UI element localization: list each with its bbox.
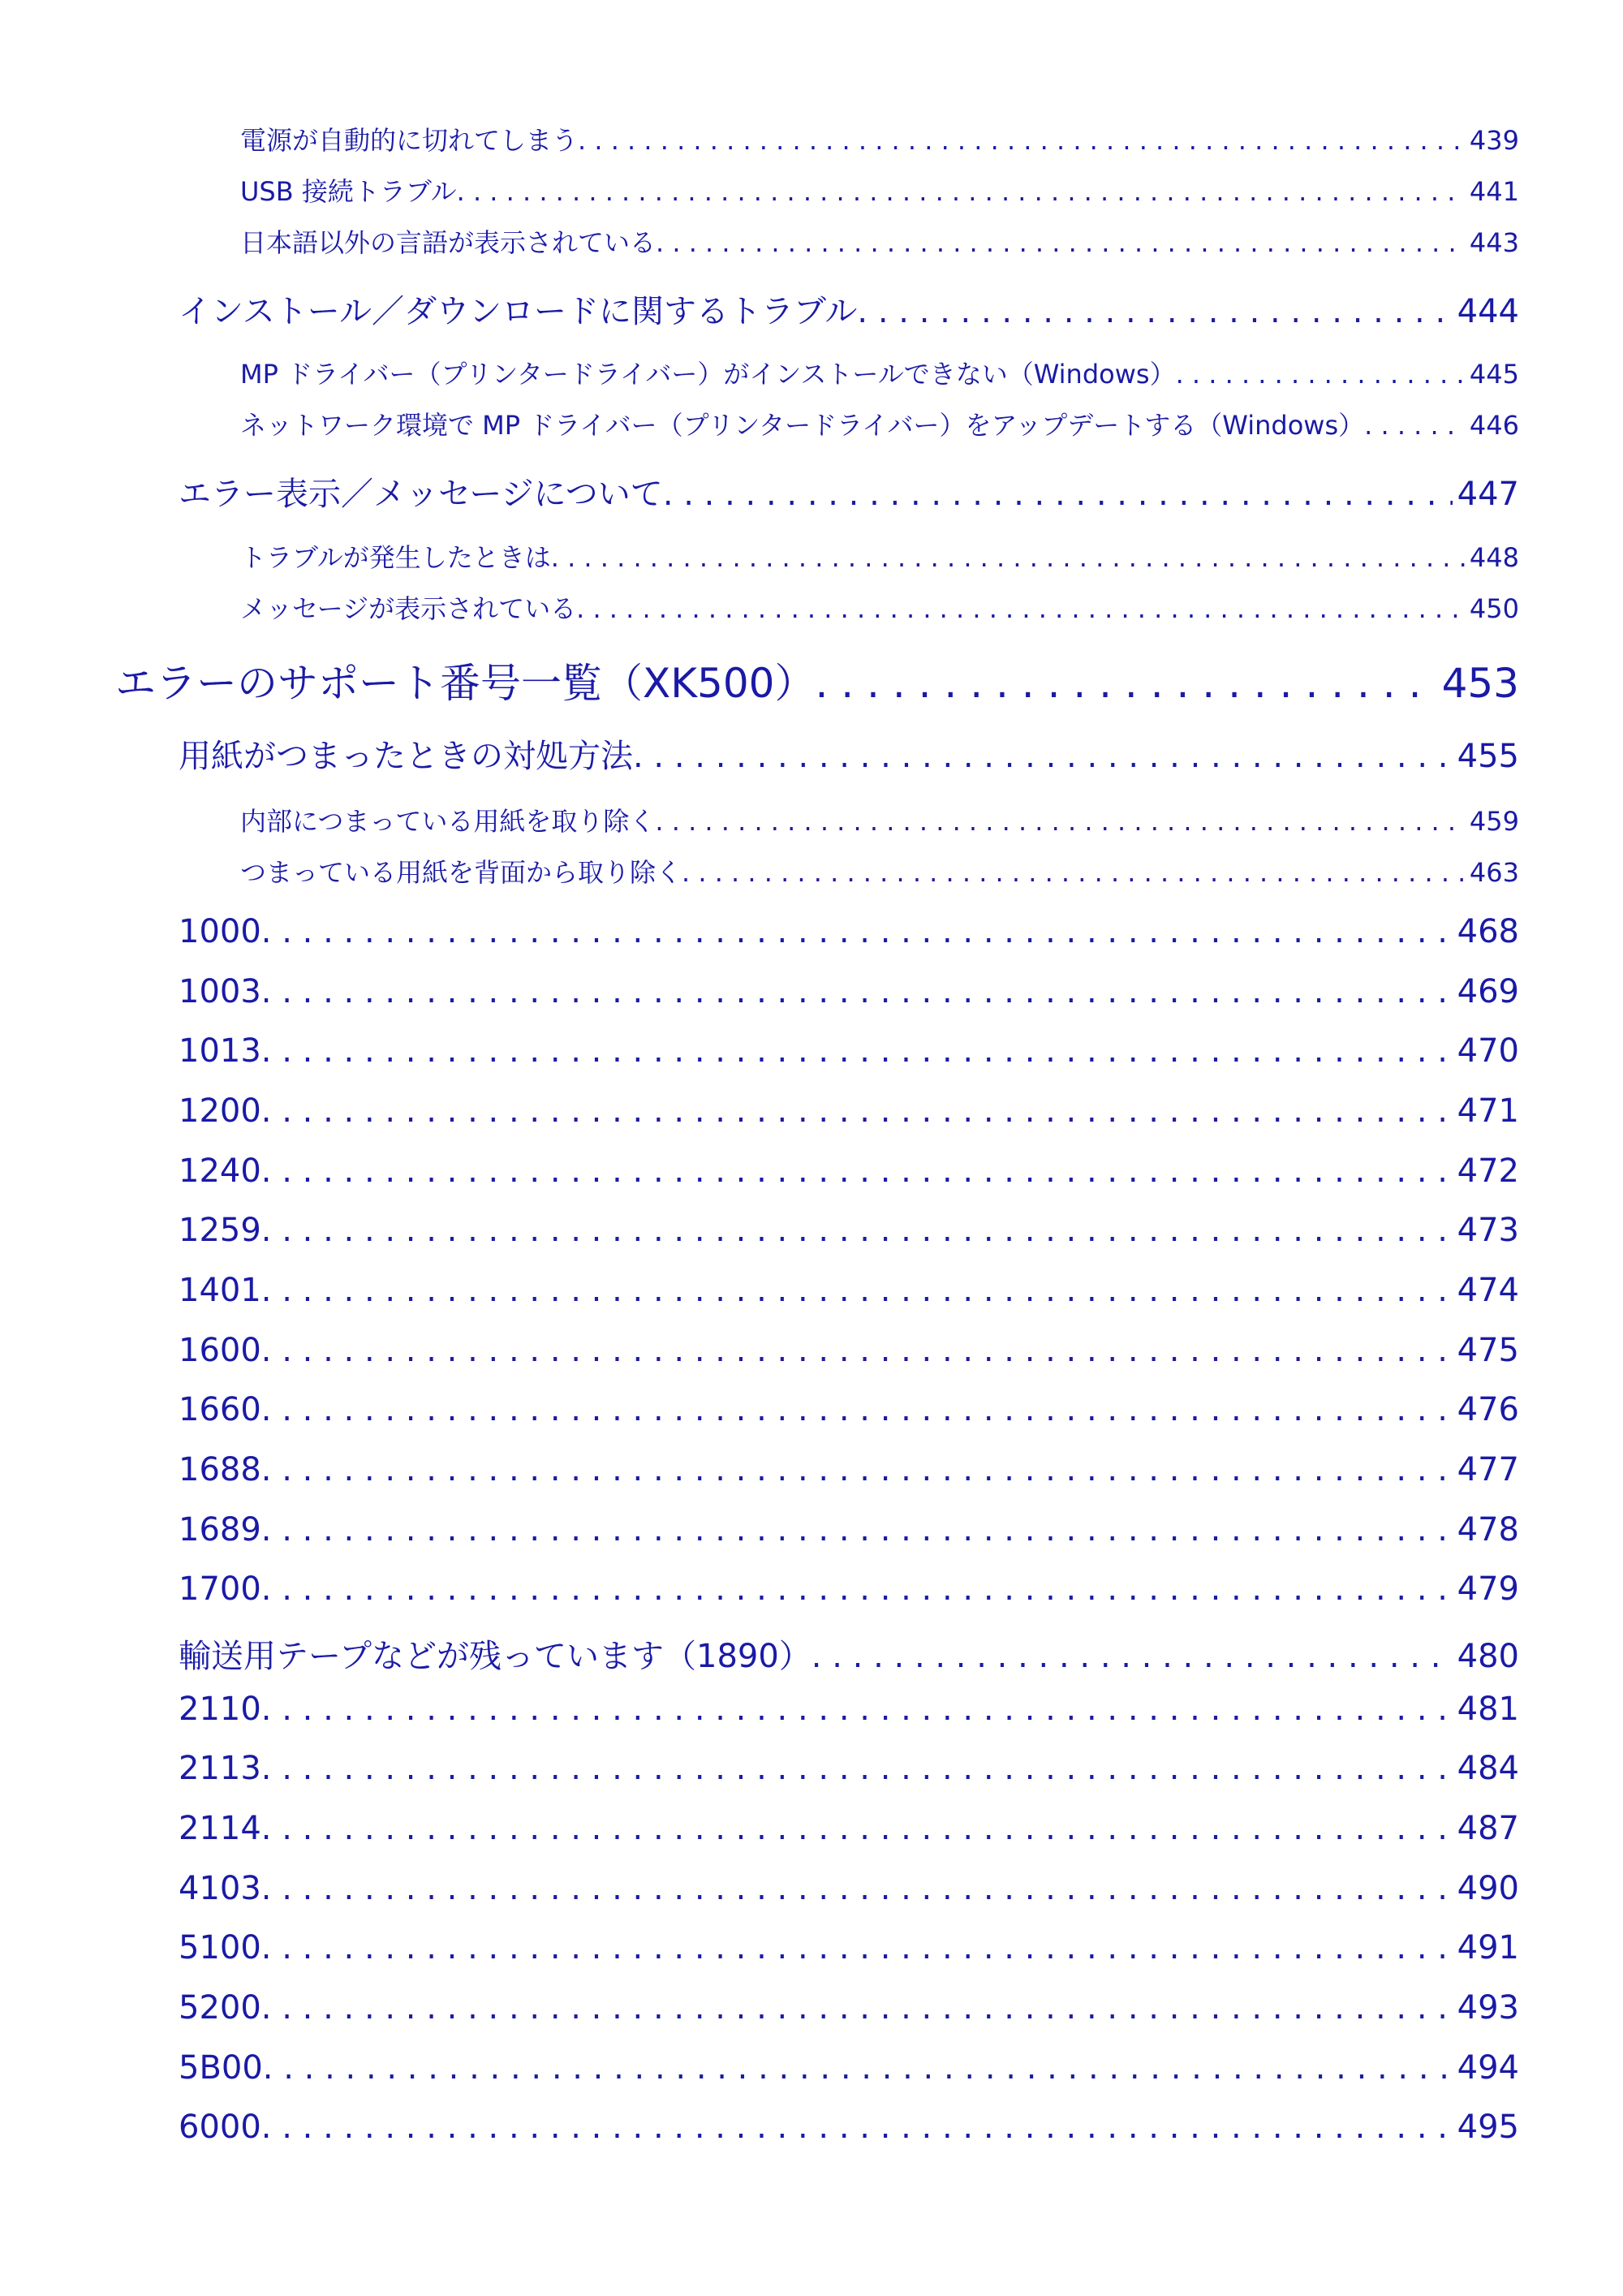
toc-section-entry[interactable]: [179, 1092, 1519, 1133]
dot-leader: [261, 2109, 1453, 2146]
dot-leader: [1176, 359, 1465, 390]
toc-entry[interactable]: [240, 171, 1519, 207]
dot-leader: [551, 542, 1465, 573]
toc-section-entry[interactable]: [179, 1391, 1519, 1432]
toc-entry-page: 479: [1457, 1570, 1519, 1608]
toc-section-entry[interactable]: [179, 1570, 1519, 1611]
toc-section-entry[interactable]: [179, 468, 1519, 513]
toc-entry-label: 2110: [179, 1691, 261, 1728]
toc-entry-page: 441: [1469, 176, 1519, 207]
dot-leader: [261, 1570, 1453, 1608]
toc-section-entry[interactable]: [179, 1870, 1519, 1910]
toc-entry-page: 455: [1457, 738, 1519, 775]
toc-entry-label: 電源が自動的に切れてしまう: [240, 125, 579, 156]
toc-entry[interactable]: [240, 222, 1519, 258]
toc-entry-page: 468: [1457, 913, 1519, 950]
toc-entry[interactable]: [240, 588, 1519, 624]
dot-leader: [261, 1391, 1453, 1428]
toc-section-entry[interactable]: [179, 1691, 1519, 1731]
dot-leader: [261, 1092, 1453, 1130]
dot-leader: [261, 1929, 1453, 1966]
dot-leader: [633, 738, 1453, 775]
toc-entry-label: ネットワーク環境で MP ドライバー（プリンタードライバー）をアップデートする（Windows）: [240, 410, 1365, 441]
toc-entry-label: 2113: [179, 1750, 261, 1787]
toc-entry-label: エラー表示／メッセージについて: [179, 476, 663, 513]
toc-section-entry[interactable]: [179, 730, 1519, 775]
toc-entry[interactable]: [240, 537, 1519, 573]
dot-leader: [578, 125, 1465, 156]
toc-section-entry[interactable]: [179, 1212, 1519, 1252]
toc-entry-label: トラブルが発生したときは: [240, 542, 551, 573]
toc-entry-label: 5B00: [179, 2049, 263, 2087]
toc-entry-label: 1688: [179, 1451, 261, 1488]
toc-entry-label: 1600: [179, 1332, 261, 1369]
toc-entry[interactable]: [240, 354, 1519, 390]
toc-entry-page: 472: [1457, 1152, 1519, 1190]
toc-section-entry[interactable]: [179, 1032, 1519, 1073]
toc-section-entry[interactable]: [179, 1511, 1519, 1552]
toc-entry-page: 444: [1457, 293, 1519, 330]
toc-entry-page: 490: [1457, 1870, 1519, 1907]
toc-entry-page: 443: [1469, 227, 1519, 258]
dot-leader: [1364, 410, 1465, 441]
toc-entry[interactable]: [240, 801, 1519, 837]
dot-leader: [261, 1810, 1453, 1847]
toc-section-entry[interactable]: [179, 1929, 1519, 1970]
toc-entry-label: エラーのサポート番号一覧（XK500）: [115, 660, 816, 707]
toc-section-entry[interactable]: [179, 1451, 1519, 1492]
toc-entry-page: 495: [1457, 2109, 1519, 2146]
dot-leader: [815, 660, 1436, 707]
toc-entry[interactable]: [240, 852, 1519, 888]
dot-leader: [857, 293, 1452, 330]
toc-entry-label: 5200: [179, 1989, 261, 2027]
dot-leader: [261, 1032, 1453, 1070]
toc-entry-page: 477: [1457, 1451, 1519, 1488]
dot-leader: [663, 476, 1453, 513]
toc-entry-page: 491: [1457, 1929, 1519, 1966]
dot-leader: [261, 1511, 1453, 1549]
dot-leader: [812, 1638, 1453, 1675]
toc-entry-page: 439: [1469, 125, 1519, 156]
toc-entry-label: 1000: [179, 913, 261, 950]
toc-entry-label: 輸送用テープなどが残っています（1890）: [179, 1638, 812, 1675]
toc-entry-page: 484: [1457, 1750, 1519, 1787]
dot-leader: [261, 1691, 1453, 1728]
toc-entry-page: 471: [1457, 1092, 1519, 1130]
toc-section-entry[interactable]: [179, 1152, 1519, 1193]
toc-entry[interactable]: [240, 120, 1519, 156]
toc-entry-label: 内部につまっている用紙を取り除く: [240, 806, 656, 837]
toc-entry-label: 4103: [179, 1870, 261, 1907]
toc-entry-label: 用紙がつまったときの対処方法: [179, 738, 633, 775]
toc-entry-page: 480: [1457, 1638, 1519, 1675]
toc-entry-label: 5100: [179, 1929, 261, 1966]
toc-entry-page: 463: [1469, 857, 1519, 888]
toc-entry-label: 1689: [179, 1511, 261, 1549]
toc-entry-page: 448: [1469, 542, 1519, 573]
dot-leader: [655, 806, 1465, 837]
toc-entry-label: 日本語以外の言語が表示されている: [240, 227, 657, 258]
toc-section-entry[interactable]: [179, 1630, 1519, 1675]
toc-entry-page: 474: [1457, 1272, 1519, 1309]
toc-section-entry[interactable]: [179, 1810, 1519, 1850]
toc-entry-page: 478: [1457, 1511, 1519, 1549]
dot-leader: [261, 1989, 1453, 2027]
dot-leader: [261, 1272, 1453, 1309]
dot-leader: [261, 1750, 1453, 1787]
toc-entry-label: 1013: [179, 1032, 261, 1070]
dot-leader: [261, 1152, 1453, 1190]
toc-entry-label: つまっている用紙を背面から取り除く: [240, 857, 682, 888]
toc-entry-page: 469: [1457, 973, 1519, 1010]
toc-entry-label: 1401: [179, 1272, 261, 1309]
toc-section-entry[interactable]: [179, 913, 1519, 954]
dot-leader: [261, 1870, 1453, 1907]
toc-entry-page: 446: [1469, 410, 1519, 441]
toc-section-entry[interactable]: [179, 1272, 1519, 1312]
dot-leader: [261, 1451, 1453, 1488]
toc-entry-page: 493: [1457, 1989, 1519, 2027]
toc-entry-label: USB 接続トラブル: [240, 176, 457, 207]
toc-entry-page: 450: [1469, 593, 1519, 624]
dot-leader: [261, 1212, 1453, 1249]
dot-leader: [656, 227, 1465, 258]
toc-section-entry[interactable]: [179, 286, 1519, 330]
toc-section-entry[interactable]: [179, 973, 1519, 1014]
toc-section-entry[interactable]: [179, 1750, 1519, 1790]
toc-chapter-entry[interactable]: [115, 651, 1519, 707]
dot-leader: [682, 857, 1465, 888]
toc-entry-page: 476: [1457, 1391, 1519, 1428]
toc-entry-label: 1259: [179, 1212, 261, 1249]
toc-section-entry[interactable]: [179, 1332, 1519, 1372]
toc-entry-page: 494: [1457, 2049, 1519, 2087]
dot-leader: [457, 176, 1465, 207]
toc-section-entry[interactable]: [179, 2109, 1519, 2149]
toc-section-entry[interactable]: [179, 2049, 1519, 2090]
toc-entry-label: 1660: [179, 1391, 261, 1428]
toc-entry-label: 1003: [179, 973, 261, 1010]
toc-entry-label: 1200: [179, 1092, 261, 1130]
toc-entry-label: 2114: [179, 1810, 261, 1847]
toc-entry-page: 470: [1457, 1032, 1519, 1070]
toc-entry[interactable]: [240, 405, 1519, 441]
toc-entry-page: 475: [1457, 1332, 1519, 1369]
toc-entry-label: メッセージが表示されている: [240, 593, 577, 624]
toc-section-entry[interactable]: [179, 1989, 1519, 2030]
dot-leader: [261, 1332, 1453, 1369]
toc-entry-page: 481: [1457, 1691, 1519, 1728]
dot-leader: [576, 593, 1465, 624]
toc-entry-label: 6000: [179, 2109, 261, 2146]
toc-entry-page: 459: [1469, 806, 1519, 837]
toc-entry-label: 1700: [179, 1570, 261, 1608]
toc-entry-label: 1240: [179, 1152, 261, 1190]
toc-entry-page: 487: [1457, 1810, 1519, 1847]
toc-entry-label: MP ドライバー（プリンタードライバー）がインストールできない（Windows）: [240, 359, 1176, 390]
toc-entry-page: 447: [1457, 476, 1519, 513]
toc-entry-label: インストール／ダウンロードに関するトラブル: [179, 293, 858, 330]
toc-entry-page: 453: [1441, 660, 1519, 707]
toc-entry-page: 445: [1469, 359, 1519, 390]
dot-leader: [261, 913, 1453, 950]
dot-leader: [263, 2049, 1453, 2087]
toc-entry-page: 473: [1457, 1212, 1519, 1249]
dot-leader: [261, 973, 1453, 1010]
